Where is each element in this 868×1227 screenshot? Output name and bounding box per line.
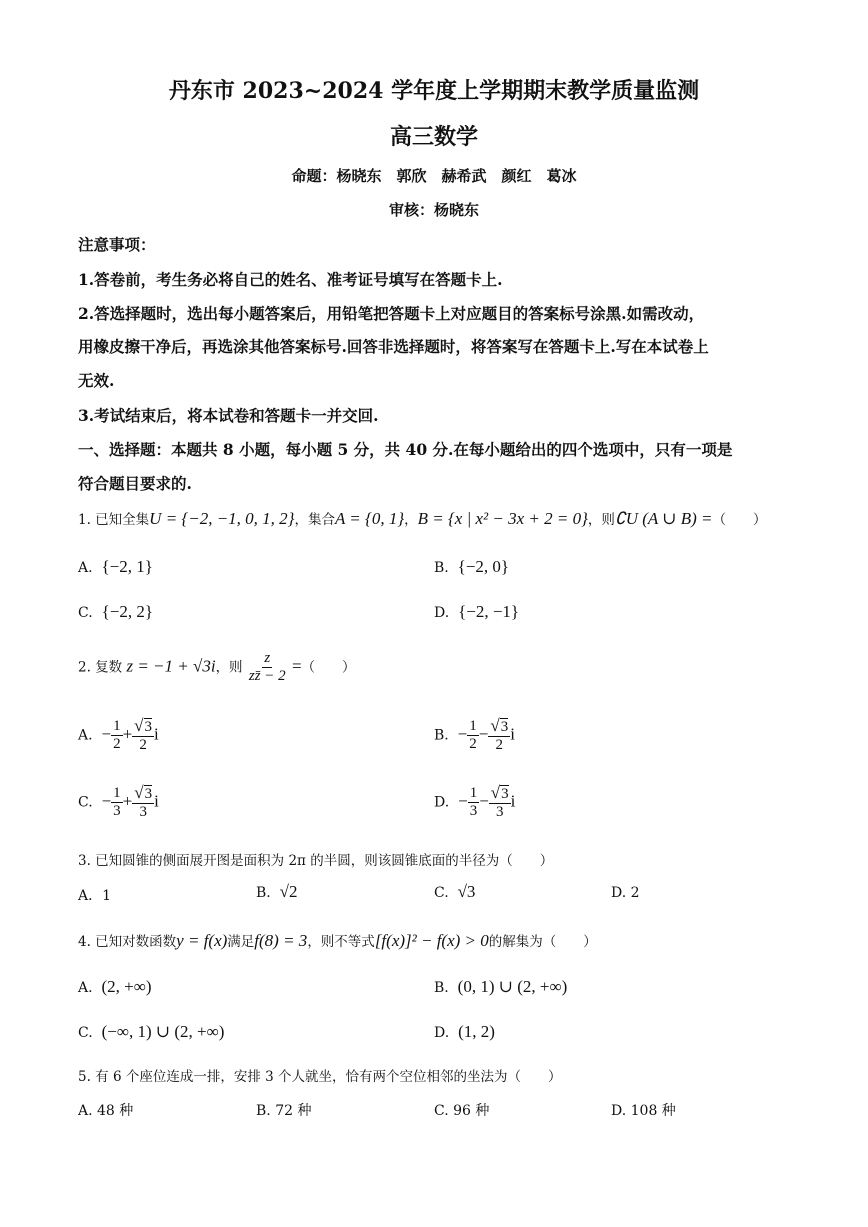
question-1-option-d: D. {−2, −1} (434, 602, 520, 621)
note-2-line-2: 用橡皮擦干净后，再选涂其他答案标号.回答非选择题时，将答案写在答题卡上.写在本试卷上 (78, 337, 709, 356)
question-1-option-c: C. {−2, 2} (78, 602, 153, 621)
note-2-line-1: 2.答选择题时，选出每小题答案后，用铅笔把答题卡上对应题目的答案标号涂黑.如需改动， (78, 304, 705, 323)
question-5-option-d: D. 108 种 (611, 1103, 676, 1119)
question-5-option-b: B. 72 种 (256, 1103, 312, 1119)
question-3-stem: 3. 已知圆锥的侧面展开图是面积为 2π 的半圆，则该圆锥底面的半径为（ ） (78, 853, 554, 869)
question-4-stem: 4. 已知对数函数y = f(x)满足f(8) = 3，则不等式[f(x)]² − f(x) > 0的解集为（ ） (78, 931, 597, 950)
question-4-option-b: B. (0, 1) ∪ (2, +∞) (434, 977, 568, 996)
question-1-option-a: A. {−2, 1} (78, 557, 153, 576)
exam-reviewer: 审核：杨晓东 (388, 201, 479, 219)
question-1-stem: 1. 已知全集U = {−2, −1, 0, 1, 2}，集合A = {0, 1}，B = {x | x² − 3x + 2 = 0}，则∁U (A ∪ B) =（ ） (78, 509, 767, 528)
exam-authors: 命题：杨晓东 郭欣 赫希武 颜红 葛冰 (291, 167, 577, 185)
question-3-option-c: C. √3 (434, 882, 476, 901)
question-3-option-a: A．1 (78, 888, 112, 904)
question-2-option-a: A. − $\frac{1}{2}$ + $\frac{√3}{2}$ i (78, 716, 159, 754)
question-1-option-b: B. {−2, 0} (434, 557, 510, 576)
question-4-option-c: C. (−∞, 1) ∪ (2, +∞) (78, 1022, 225, 1041)
note-1: 1.答卷前，考生务必将自己的姓名、准考证号填写在答题卡上. (78, 270, 503, 289)
notes-heading: 注意事项： (78, 235, 156, 254)
question-3-option-d: D. 2 (611, 885, 640, 901)
exam-subject: 高三数学 (389, 124, 478, 150)
note-3: 3.考试结束后，将本试卷和答题卡一并交回. (78, 406, 379, 425)
question-2-option-b: B. − $\frac{1}{2}$ − $\frac{√3}{2}$ i (434, 716, 515, 754)
question-2-option-d: D. − $\frac{1}{3}$ − $\frac{√3}{3}$ i (434, 783, 516, 821)
question-5-stem: 5. 有 6 个座位连成一排，安排 3 个人就坐，恰有两个空位相邻的坐法为（ ） (78, 1069, 562, 1085)
question-4-option-a: A. (2, +∞) (78, 977, 152, 996)
question-3-option-b: B. √2 (256, 882, 298, 901)
question-2-stem: 2. 复数 z = −1 + √3i，则 $\frac{z}{zz̄ - 2}$ =（ ） (78, 650, 356, 685)
section-heading-line-2: 符合题目要求的. (78, 474, 192, 493)
note-2-line-3: 无效. (78, 371, 115, 390)
section-heading-line-1: 一、选择题：本题共 8 小题，每小题 5 分，共 40 分.在每小题给出的四个选项中，只有一项是 (78, 440, 733, 459)
exam-title: 丹东市 2023~2024 学年度上学期期末教学质量监测 (168, 78, 700, 104)
question-5-option-a: A. 48 种 (78, 1103, 134, 1119)
question-4-option-d: D. (1, 2) (434, 1022, 495, 1041)
question-5-option-c: C. 96 种 (434, 1103, 490, 1119)
question-2-option-c: C. − $\frac{1}{3}$ + $\frac{√3}{3}$ i (78, 783, 159, 821)
